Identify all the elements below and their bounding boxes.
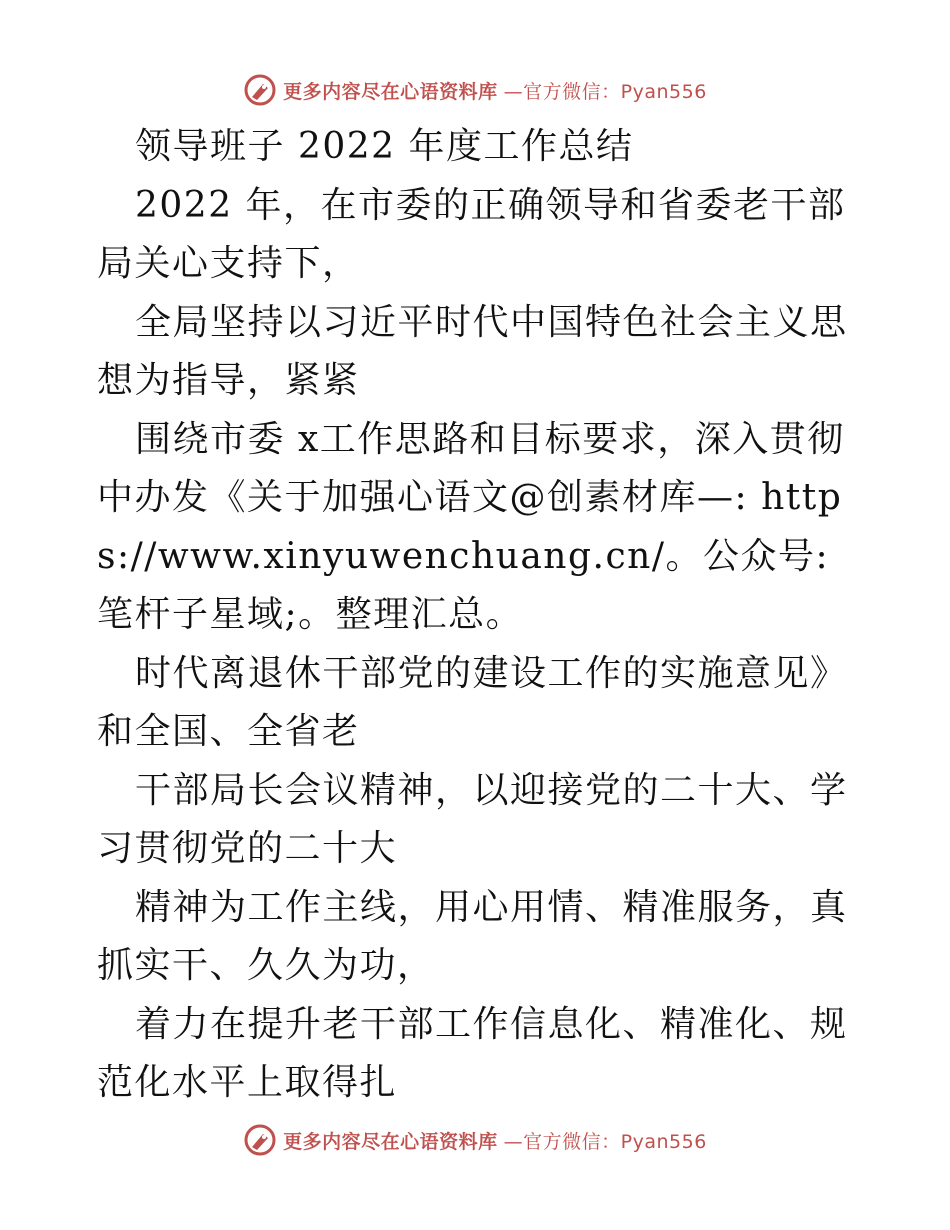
- header-watermark-banner: [0, 70, 950, 110]
- pen-nib-logo-icon: [243, 1123, 277, 1157]
- paragraph-6: 精神为工作主线，用心用情、精准服务，真抓实干、久久为功，: [97, 886, 848, 986]
- paragraph-3: 围绕市委 x工作思路和目标要求，深入贯彻中办发《关于加强心语文@创素材库—: https://www.xinyuwenchuang.cn/。公众号: 笔杆子星域;。整理汇总。: [97, 418, 845, 635]
- footer-watermark-banner: [0, 1120, 950, 1160]
- paragraph-2: 全局坚持以习近平时代中国特色社会主义思想为指导，紧紧: [97, 301, 848, 401]
- paragraph-4: 时代离退休干部党的建设工作的实施意见》和全国、全省老: [97, 652, 848, 752]
- watermark-wechat-text: —官方微信：Pyan556: [503, 1130, 707, 1153]
- document-body: [97, 118, 857, 1113]
- document-title: 领导班子 2022 年度工作总结: [135, 126, 634, 167]
- pen-nib-logo-icon: [243, 73, 277, 107]
- watermark-main-text: 更多内容尽在心语资料库: [283, 80, 498, 103]
- paragraph-7: 着力在提升老干部工作信息化、精准化、规范化水平上取得扎: [97, 1003, 848, 1103]
- watermark-main-text: 更多内容尽在心语资料库: [283, 1130, 498, 1153]
- watermark-wechat-text: —官方微信：Pyan556: [503, 80, 707, 103]
- paragraph-1: 2022 年，在市委的正确领导和省委老干部局关心支持下，: [97, 184, 846, 284]
- paragraph-5: 干部局长会议精神，以迎接党的二十大、学习贯彻党的二十大: [97, 769, 848, 869]
